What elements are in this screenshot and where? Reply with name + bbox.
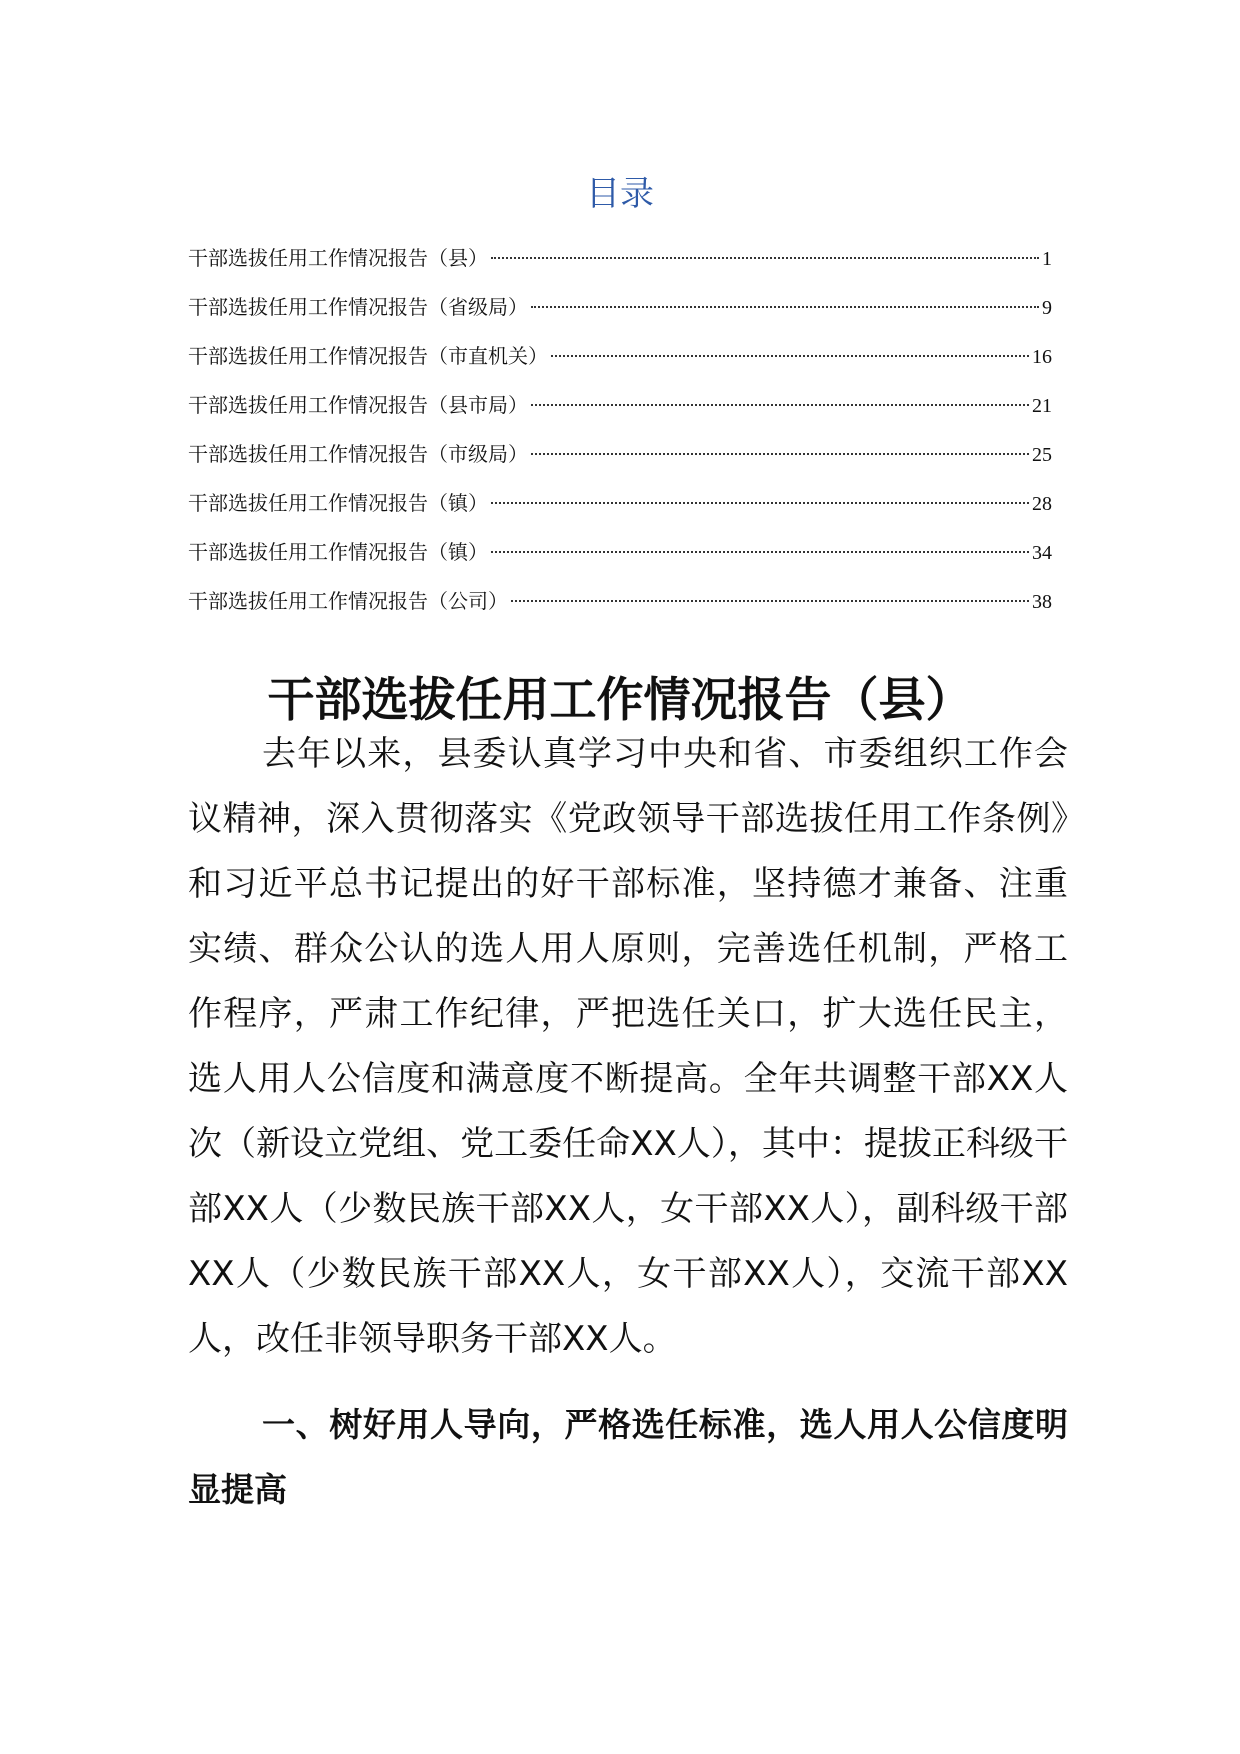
toc-leader-dots xyxy=(491,551,1029,553)
toc-leader-dots xyxy=(491,257,1039,259)
toc-entry[interactable] xyxy=(188,489,1052,538)
toc-entry-text: 干部选拔任用工作情况报告（市级局） xyxy=(188,442,528,466)
toc-entry[interactable] xyxy=(188,342,1052,391)
toc-entry[interactable] xyxy=(188,293,1052,342)
toc-title: 目录 xyxy=(586,174,654,214)
toc-entry-text: 干部选拔任用工作情况报告（省级局） xyxy=(188,295,528,319)
toc-entry-text: 干部选拔任用工作情况报告（县市局） xyxy=(188,393,528,417)
toc-entry-page: 34 xyxy=(1032,542,1052,564)
toc-entry[interactable] xyxy=(188,440,1052,489)
toc-entry-page: 38 xyxy=(1032,591,1052,613)
toc-entry-page: 16 xyxy=(1032,346,1052,368)
section-heading: 一、树好用人导向，严格选任标准，选人用人公信度明显提高 xyxy=(188,1405,1068,1509)
toc-entry[interactable] xyxy=(188,587,1052,636)
toc-entry-page: 28 xyxy=(1032,493,1052,515)
toc-entry-page: 21 xyxy=(1032,395,1052,417)
toc-entry-page: 1 xyxy=(1042,248,1052,270)
table-of-contents xyxy=(188,244,1052,636)
toc-entry-page: 9 xyxy=(1042,297,1052,319)
toc-leader-dots xyxy=(511,600,1029,602)
toc-leader-dots xyxy=(551,355,1029,357)
toc-leader-dots xyxy=(531,404,1029,406)
toc-entry-text: 干部选拔任用工作情况报告（公司） xyxy=(188,589,508,613)
toc-entry[interactable] xyxy=(188,244,1052,293)
toc-entry-text: 干部选拔任用工作情况报告（镇） xyxy=(188,491,488,515)
document-title: 干部选拔任用工作情况报告（县） xyxy=(267,673,973,729)
toc-entry-text: 干部选拔任用工作情况报告（镇） xyxy=(188,540,488,564)
toc-entry[interactable] xyxy=(188,538,1052,587)
toc-entry-text: 干部选拔任用工作情况报告（市直机关） xyxy=(188,344,548,368)
toc-entry-text: 干部选拔任用工作情况报告（县） xyxy=(188,246,488,270)
toc-leader-dots xyxy=(531,306,1039,308)
toc-leader-dots xyxy=(491,502,1029,504)
toc-leader-dots xyxy=(531,453,1029,455)
body-paragraph: 去年以来，县委认真学习中央和省、市委组织工作会议精神，深入贯彻落实《党政领导干部选拔任用工作条例》和习近平总书记提出的好干部标准，坚持德才兼备、注重实绩、群众公认的选人用人原则，完善选任机制，严格工作程序，严肃工作纪律，严把选任关口，扩大选任民主，选人用人公信度和满意度不断提高。全年共调整干部XX人次（新设立党组、党工委任命XX人），其中：提拔正科级干部XX人（少数民族干部XX人，女干部XX人），副科级干部XX人（少数民族干部XX人，女干部XX人），交流干部XX人，改任非领导职务干部XX人。 xyxy=(188,734,1068,1359)
toc-entry[interactable] xyxy=(188,391,1052,440)
toc-entry-page: 25 xyxy=(1032,444,1052,466)
